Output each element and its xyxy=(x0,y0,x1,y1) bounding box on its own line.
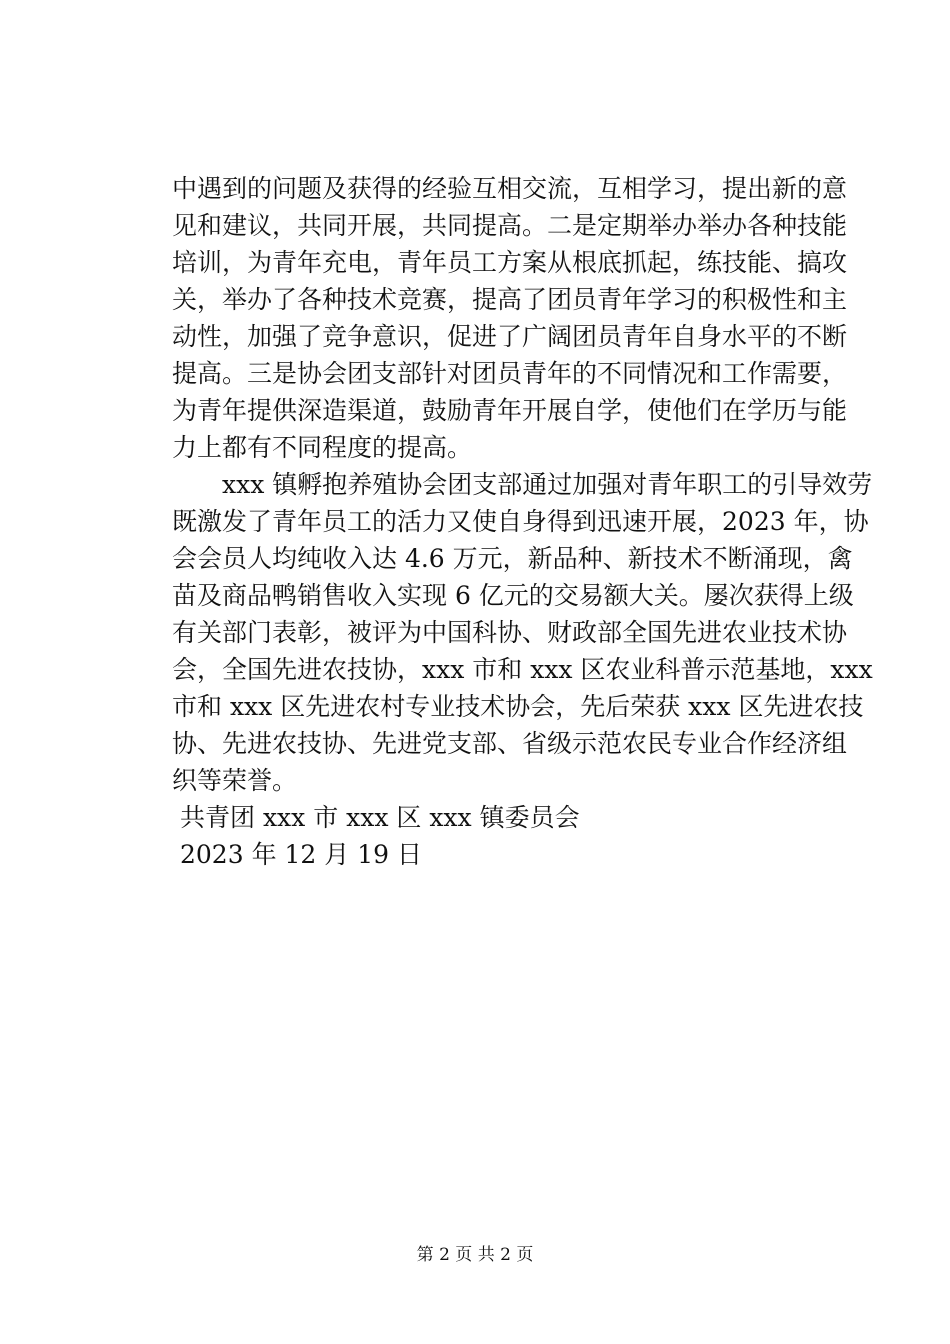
paragraph-1-line: 力上都有不同程度的提高。 xyxy=(172,433,473,462)
paragraph-2-line: 织等荣誉。 xyxy=(172,766,298,795)
paragraph-2 xyxy=(172,466,873,799)
paragraph-1-line: 见和建议，共同开展，共同提高。二是定期举办举办各种技能 xyxy=(172,211,848,240)
page-number-footer: 第 2 页 共 2 页 xyxy=(416,1245,534,1265)
paragraph-1-line: 提高。三是协会团支部针对团员青年的不同情况和工作需要， xyxy=(172,359,848,388)
signature-date: 2023 年 12 月 19 日 xyxy=(180,840,422,869)
paragraph-2-line: xxx 镇孵抱养殖协会团支部通过加强对青年职工的引导效劳 xyxy=(172,470,873,499)
paragraph-1-line: 培训，为青年充电，青年员工方案从根底抓起，练技能、搞攻 xyxy=(172,248,848,277)
paragraph-2-line: 会会员人均纯收入达 4.6 万元，新品种、新技术不断涌现，禽 xyxy=(172,544,853,573)
paragraph-2-line: 苗及商品鸭销售收入实现 6 亿元的交易额大关。屡次获得上级 xyxy=(172,581,854,610)
paragraph-2-line: 协、先进农技协、先进党支部、省级示范农民专业合作经济组 xyxy=(172,729,848,758)
paragraph-1-line: 中遇到的问题及获得的经验互相交流，互相学习，提出新的意 xyxy=(172,174,848,203)
paragraph-1 xyxy=(172,170,848,466)
document-body xyxy=(172,170,873,873)
paragraph-2-line: 会，全国先进农技协，xxx 市和 xxx 区农业科普示范基地，xxx xyxy=(172,655,873,684)
paragraph-1-line: 动性，加强了竞争意识，促进了广阔团员青年自身水平的不断 xyxy=(172,322,848,351)
paragraph-2-line: 既激发了青年员工的活力又使自身得到迅速开展，2023 年，协 xyxy=(172,507,869,536)
paragraph-1-line: 为青年提供深造渠道，鼓励青年开展自学，使他们在学历与能 xyxy=(172,396,848,425)
paragraph-2-line: 市和 xxx 区先进农村专业技术协会，先后荣获 xxx 区先进农技 xyxy=(172,692,864,721)
paragraph-1-line: 关，举办了各种技术竞赛，提高了团员青年学习的积极性和主 xyxy=(172,285,848,314)
paragraph-2-line: 有关部门表彰，被评为中国科协、财政部全国先进农业技术协 xyxy=(172,618,848,647)
signature-organization: 共青团 xxx 市 xxx 区 xxx 镇委员会 xyxy=(180,803,580,832)
